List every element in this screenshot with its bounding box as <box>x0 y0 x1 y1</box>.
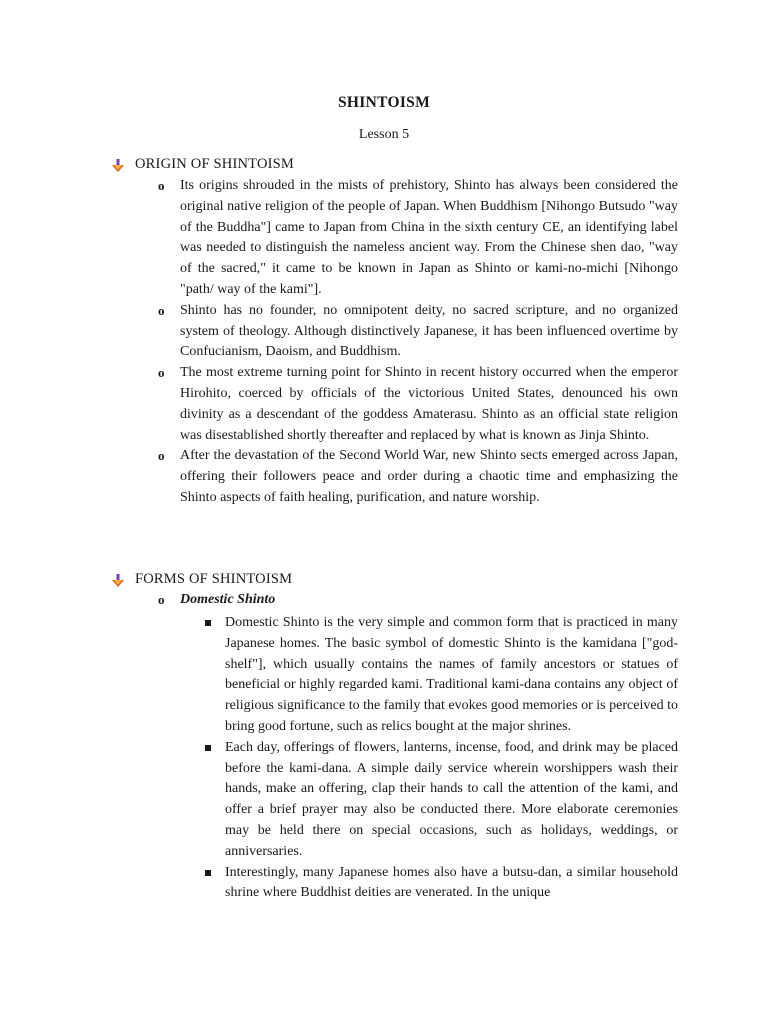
square-bullet-icon <box>205 745 211 751</box>
section-heading-text: ORIGIN OF SHINTOISM <box>135 155 295 172</box>
list-item-text: Each day, offerings of flowers, lanterns, incense, food, and drink may be placed before the kami-dana. A simple daily service wherein worshippers wash their hands, make an offering, clap their hands to call the attention of the kami, and offer a brief prayer may also be conducted there. More elaborate ceremonies may be held there on special occasions, such as holidays, weddings, or anniversaries. <box>225 739 678 859</box>
o-bullet-icon: o <box>158 448 165 464</box>
list-item <box>204 863 678 905</box>
arrow-down-bullet-icon <box>112 574 124 587</box>
domestic-shinto-list <box>204 613 678 904</box>
o-bullet-icon: o <box>158 592 165 607</box>
list-item <box>158 363 678 446</box>
list-item-text: After the devastation of the Second World War, new Shinto sects emerged across Japan, offering their followers peace and order during a chaotic time and emphasizing the Shinto aspects of faith healing, purification, and nature worship. <box>180 448 678 505</box>
arrow-down-bullet-icon <box>112 159 124 172</box>
list-item <box>204 613 678 738</box>
subheading-text: Domestic Shinto <box>180 592 276 607</box>
list-item-text: Shinto has no founder, no omnipotent deity, no sacred scripture, and no organized system of theology. Although distinctively Japanese, it has been influenced overtime by Confucianism, Daoism, and Buddhism. <box>180 302 678 360</box>
square-bullet-icon <box>205 620 211 626</box>
list-item-text: Domestic Shinto is the very simple and common form that is practiced in many Japanese homes. The basic symbol of domestic Shinto is the kamidana ["god-shelf"], which usually contains the names of family ancestors or statues of beneficial or highly regarded kami. Traditional kami-dana contains any object of religious significance to the family that evokes good memories or is perceived to bring good fortune, such as relics bought at the major shrines. <box>225 615 678 734</box>
section-heading-forms <box>112 569 292 589</box>
document-subtitle: Lesson 5 <box>358 127 410 142</box>
square-bullet-icon <box>205 870 211 876</box>
list-item-text: The most extreme turning point for Shinto in recent history occurred when the emperor Hirohito, coerced by officials of the victorious United States, denounced his own divinity as a descendant of the goddess Amaterasu. Shinto as an official state religion was disestablished shortly thereafter and replaced by what is known as Jinja Shinto. <box>180 365 678 443</box>
list-item-text: Its origins shrouded in the mists of prehistory, Shinto has always been considered the original native religion of the people of Japan. When Buddhism [Nihongo Butsudo "way of the Buddha"] came to Japan from China in the sixth century CE, an identifying label was needed to distinguish the nameless ancient way. From the Chinese shen dao, "way of the sacred," it came to be known in Japan as Shinto or kami-no-michi [Nihongo "path/ way of the kami"]. <box>180 178 678 297</box>
list-item <box>158 301 678 363</box>
subheading-domestic-shinto <box>158 592 275 608</box>
origin-list <box>158 176 678 509</box>
section-heading-text: FORMS OF SHINTOISM <box>135 570 293 587</box>
list-item-text: Interestingly, many Japanese homes also have a butsu-dan, a similar household shrine where Buddhist deities are venerated. In the unique <box>225 864 678 901</box>
o-bullet-icon: o <box>158 302 165 318</box>
section-heading-origin <box>112 154 294 174</box>
list-item <box>158 446 678 508</box>
o-bullet-icon: o <box>158 178 165 193</box>
document-title: SHINTOISM <box>338 94 430 111</box>
list-item <box>204 738 678 863</box>
o-bullet-icon: o <box>158 365 165 381</box>
list-item <box>158 176 678 301</box>
